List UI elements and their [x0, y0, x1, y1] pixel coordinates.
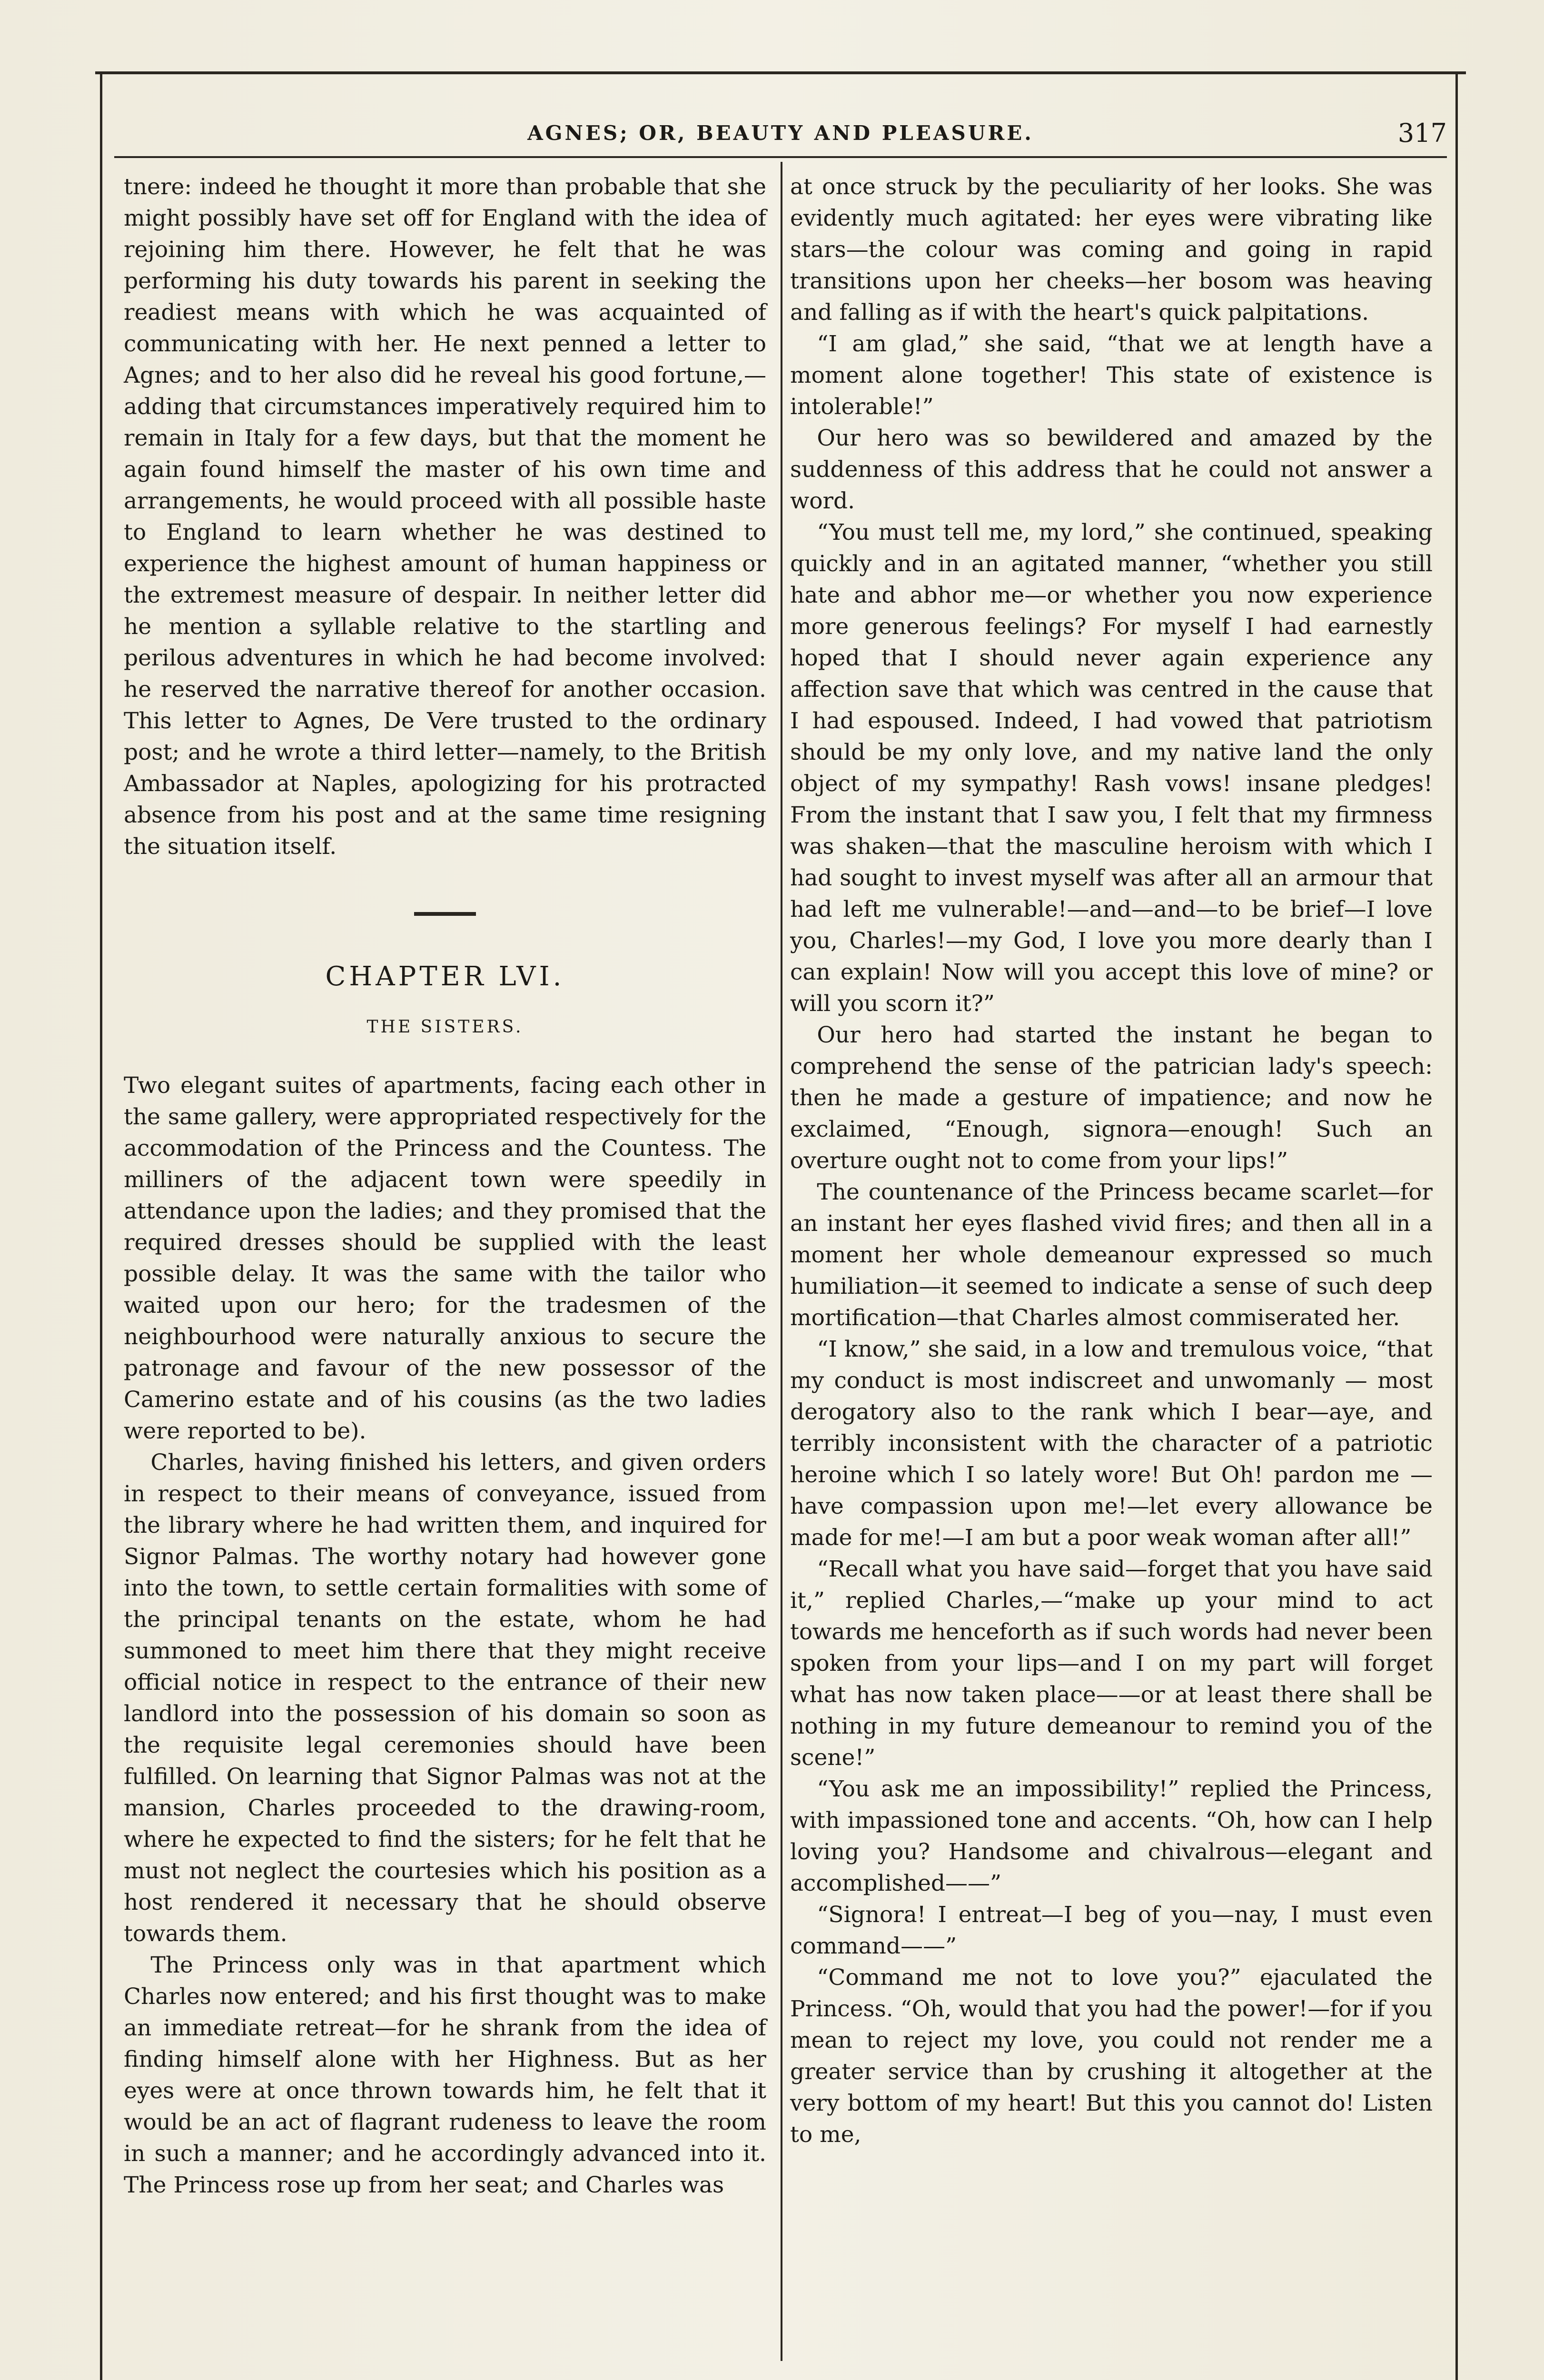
chapter-title: CHAPTER LVI.: [325, 961, 565, 992]
paragraph: “Command me not to love you?” ejaculated the Princess. “Oh, would that you had the power!—for if you mean to reject my love, you could not render me a greater service than by crushing it altogether at the very bottom of my heart! But this you cannot do! Listen to me,: [790, 1964, 1433, 2148]
running-head: [114, 114, 1447, 152]
paragraph: “Signora! I entreat—I beg of you—nay, I must even command——”: [790, 1902, 1433, 1959]
paragraph: Two elegant suites of apartments, facing each other in the same gallery, were appropriated respectively for the accommodation of the Princess and the Countess. The milliners of the adjacent town were speedily in attendance upon the ladies; and they promised that the required dresses should be supplied with the least possible delay. It was the same with the tailor who waited upon our hero; for the tradesmen of the neighbourhood were naturally anxious to secure the patronage and favour of the new possessor of the Camerino estate and of his cousins (as the two ladies were reported to be).: [124, 1072, 766, 1444]
running-title: AGNES; OR, BEAUTY AND PLEASURE.: [527, 121, 1034, 145]
paragraph: “I am glad,” she said, “that we at length have a moment alone together! This state of existence is intolerable!”: [790, 331, 1433, 420]
paragraph: Our hero was so bewildered and amazed by the suddenness of this address that he could not answer a word.: [790, 425, 1433, 514]
paragraph: The Princess only was in that apartment which Charles now entered; and his first thought was to make an immediate retreat—for he shrank from the idea of finding himself alone with her Highness. But as her eyes were at once thrown towards him, he felt that it would be an act of flagrant rudeness to leave the room in such a manner; and he accordingly advanced into it. The Princess rose up from her seat; and Charles was: [124, 1952, 766, 2198]
paragraph: “You ask me an impossibility!” replied the Princess, with impassioned tone and accents. “Oh, how can I help loving you? Handsome and chivalrous—elegant and accomplished——”: [790, 1776, 1433, 1896]
paragraph: “I know,” she said, in a low and tremulous voice, “that my conduct is most indiscreet and unwomanly — most derogatory also to the rank which I bear—aye, and terribly inconsistent with the character of a patriotic heroine which I so lately wore! But Oh! pardon me — have compassion upon me!—let every allowance be made for me!—I am but a poor weak woman after all!”: [790, 1336, 1433, 1551]
paragraph: “Recall what you have said—forget that you have said it,” replied Charles,—“make up your mind to act towards me henceforth as if such words had never been spoken from your lips—and I on my part will forget what has now taken place——or at least there shall be nothing in my future demeanour to remind you of the scene!”: [790, 1556, 1433, 1771]
top-border-rule: [95, 71, 1466, 74]
section-divider-ornament: [414, 912, 476, 916]
paragraph: Charles, having finished his letters, and given orders in respect to their means of conveyance, issued from the library where he had written them, and inquired for Signor Palmas. The worthy notary had however gone into the town, to settle certain formalities with some of the principal tenants on the estate, whom he had summoned to meet him there that they might receive official notice in respect to the entrance of their new landlord into the possession of his domain so soon as the requisite legal ceremonies should have been fulfilled. On learning that Signor Palmas was not at the mansion, Charles proceeded to the drawing-room, where he expected to find the sisters; for he felt that he must not neglect the courtesies which his position as a host rendered it necessary that he should observe towards them.: [124, 1449, 766, 1947]
paragraph: “You must tell me, my lord,” she continued, speaking quickly and in an agitated manner, “whether you still hate and abhor me—or whether you now experience more generous feelings? For myself I had earnestly hoped that I should never again experience any affection save that which was centred in the cause that I had espoused. Indeed, I had vowed that patriotism should be my only love, and my native land the only object of my sympathy! Rash vows! insane pledges! From the instant that I saw you, I felt that my firmness was shaken—that the masculine heroism with which I had sought to invest myself was after all an armour that had left me vulnerable!—and—and—to be brief—I love you, Charles!—my God, I love you more dearly than I can explain! Now will you accept this love of mine? or will you scorn it?”: [790, 519, 1433, 1017]
paragraph: The countenance of the Princess became scarlet—for an instant her eyes flashed vivid fires; and then all in a moment her whole demeanour expressed so much humiliation—it seemed to indicate a sense of such deep mortification—that Charles almost commiserated her.: [790, 1179, 1433, 1331]
right-border-rule: [1455, 71, 1458, 2380]
left-border-rule: [100, 71, 102, 2380]
page-number: 317: [1397, 118, 1447, 148]
left-column: [124, 171, 766, 2201]
column-divider: [781, 162, 782, 2361]
paragraph: at once struck by the peculiarity of her looks. She was evidently much agitated: her eyes were vibrating like stars—the colour was coming and going in rapid transitions upon her cheeks—her bosom was heaving and falling as if with the heart's quick palpitations.: [790, 174, 1433, 326]
header-rule: [114, 156, 1447, 158]
paragraph: tnere: indeed he thought it more than probable that she might possibly have set off for England with the idea of rejoining him there. However, he felt that he was performing his duty towards his parent in seeking the readiest means with which he was acquainted of communicating with her. He next penned a letter to Agnes; and to her also did he reveal his good fortune,—adding that circumstances imperatively required him to remain in Italy for a few days, but that the moment he again found himself the master of his own time and arrangements, he would proceed with all possible haste to England to learn whether he was destined to experience the highest amount of human happiness or the extremest measure of despair. In neither letter did he mention a syllable relative to the startling and perilous adventures in which he had become involved: he reserved the narrative thereof for another occasion. This letter to Agnes, De Vere trusted to the ordinary post; and he wrote a third letter—namely, to the British Ambassador at Naples, apologizing for his protracted absence from his post and at the same time resigning the situation itself.: [124, 174, 766, 860]
chapter-subtitle: THE SISTERS.: [366, 1017, 524, 1037]
right-column: [790, 171, 1433, 2151]
paragraph: Our hero had started the instant he began to comprehend the sense of the patrician lady's speech: then he made a gesture of impatience; and now he exclaimed, “Enough, signora—enough! Such an overture ought not to come from your lips!”: [790, 1022, 1433, 1174]
